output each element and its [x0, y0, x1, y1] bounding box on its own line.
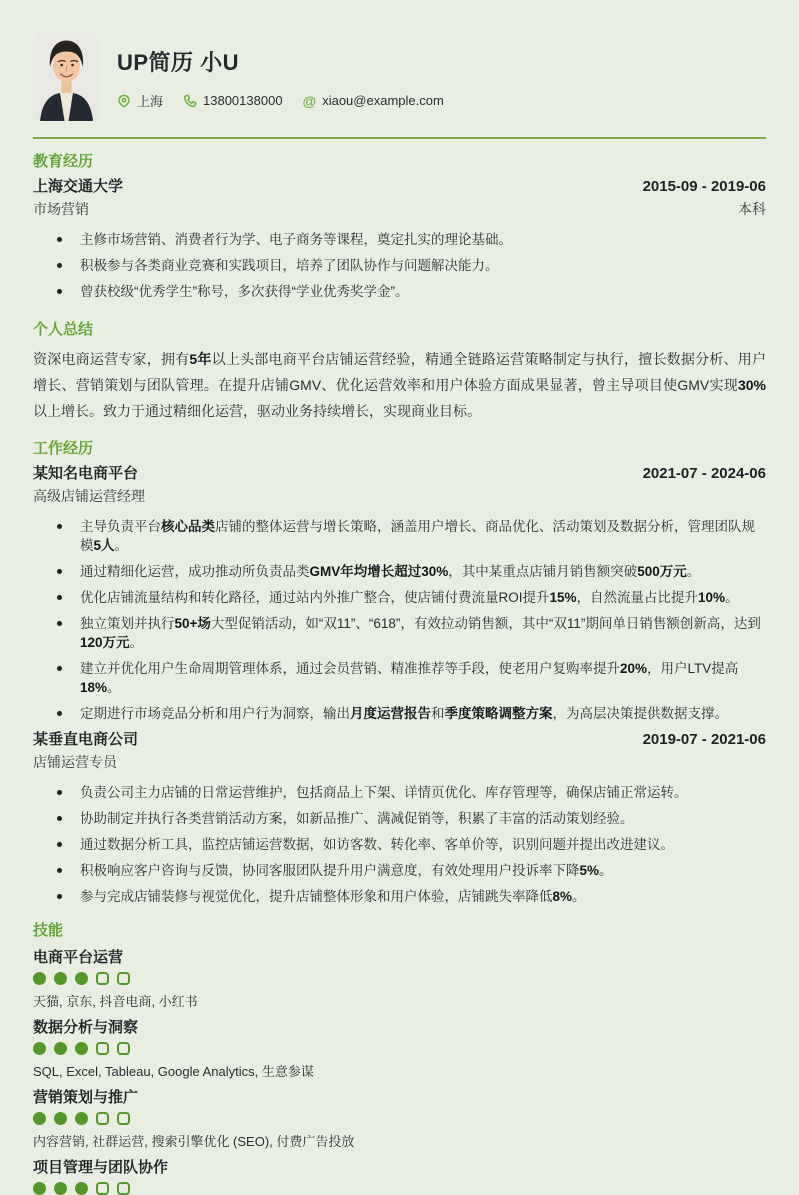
skill-dot-filled: [33, 1112, 46, 1125]
skill-dot-filled: [54, 1182, 67, 1195]
avatar-illustration: [33, 33, 100, 121]
skill-dot-empty: [96, 1042, 109, 1055]
skill-name: 数据分析与洞察: [33, 1019, 139, 1036]
bullet-item: 主修市场营销、消费者行为学、电子商务等课程，奠定扎实的理论基础。: [33, 230, 766, 249]
bullet-item: 积极参与各类商业竞赛和实践项目，培养了团队协作与问题解决能力。: [33, 256, 766, 275]
job-date: 2021-07 - 2024-06: [642, 465, 766, 482]
job-date: 2019-07 - 2021-06: [642, 731, 766, 748]
skill-dot-filled: [75, 1042, 88, 1055]
skill-level-dots: [33, 1182, 766, 1195]
skill-level-dots: [33, 1042, 766, 1055]
skill-level-dots: [33, 972, 766, 985]
skill-dot-empty: [96, 1182, 109, 1195]
skill-dot-filled: [54, 1112, 67, 1125]
company-name: 某垂直电商公司: [33, 731, 139, 748]
skill-name: 电商平台运营: [33, 949, 124, 966]
skill-dot-filled: [75, 972, 88, 985]
bullet-item: 建立并优化用户生命周期管理体系，通过会员营销、精准推荐等手段，使老用户复购率提升20%，用户LTV提高18%。: [33, 659, 766, 697]
location-text: 上海: [137, 94, 164, 109]
job-bullets: [33, 517, 766, 723]
contact-location: [117, 91, 163, 110]
skill-name: 营销策划与推广: [33, 1089, 139, 1106]
job-bullets: [33, 783, 766, 906]
section-title-work: 工作经历: [33, 440, 94, 457]
education-entry-head: [33, 177, 766, 197]
skill-dot-filled: [33, 1182, 46, 1195]
skill-detail: SQL, Excel, Tableau, Google Analytics, 生意参谋: [33, 1064, 314, 1079]
contact-row: [117, 91, 444, 110]
bullet-item: 通过数据分析工具，监控店铺运营数据，如访客数、转化率、客单价等，识别问题并提出改进建议。: [33, 835, 766, 854]
bullet-item: 独立策划并执行50+场大型促销活动，如“双11”、“618”，有效拉动销售额，其中“双11”期间单日销售额创新高，达到120万元。: [33, 614, 766, 652]
bullet-item: 定期进行市场竞品分析和用户行为洞察，输出月度运营报告和季度策略调整方案，为高层决策提供数据支撑。: [33, 704, 766, 723]
section-summary: [33, 320, 766, 424]
company-name: 某知名电商平台: [33, 465, 139, 482]
skill-dot-empty: [117, 1112, 130, 1125]
skill-detail: 内容营销, 社群运营, 搜索引擎优化 (SEO), 付费广告投放: [33, 1134, 355, 1149]
bullet-item: 主导负责平台核心品类店铺的整体运营与增长策略，涵盖用户增长、商品优化、活动策划及数据分析，管理团队规模5人。: [33, 517, 766, 555]
section-title-education: 教育经历: [33, 153, 94, 170]
job-entry-sub: [33, 487, 766, 506]
skill-dot-filled: [54, 1042, 67, 1055]
skill-dot-empty: [96, 972, 109, 985]
section-title-skills: 技能: [33, 922, 64, 939]
skill-level-dots: [33, 1112, 766, 1125]
job-entry-head: [33, 464, 766, 484]
skill-dot-filled: [33, 1042, 46, 1055]
education-entry-sub: [33, 200, 766, 219]
skill-dot-empty: [117, 1182, 130, 1195]
education-major: 市场营销: [33, 201, 89, 217]
skill-dot-filled: [75, 1112, 88, 1125]
bullet-item: 优化店铺流量结构和转化路径，通过站内外推广整合，使店铺付费流量ROI提升15%，自然流量占比提升10%。: [33, 588, 766, 607]
bullet-item: 参与完成店铺装修与视觉优化，提升店铺整体形象和用户体验，店铺跳失率降低8%。: [33, 887, 766, 906]
skill-dot-filled: [54, 972, 67, 985]
bullet-item: 通过精细化运营，成功推动所负责品类GMV年均增长超过30%，其中某重点店铺月销售额突破500万元。: [33, 562, 766, 581]
header-info: [117, 33, 444, 110]
education-bullets: [33, 230, 766, 301]
bullet-item: 曾获校级“优秀学生”称号，多次获得“学业优秀奖学金”。: [33, 282, 766, 301]
job-entry-head: [33, 730, 766, 750]
email-text: xiaou@example.com: [322, 93, 444, 108]
location-icon: [117, 94, 131, 108]
summary-text: 资深电商运营专家，拥有5年以上头部电商平台店铺运营经验，精通全链路运营策略制定与执行，擅长数据分析、用户增长、营销策划与团队管理。在提升店铺GMV、优化运营效率和用户体验方面成果显著，曾主导项目使GMV实现30%以上增长。致力于通过精细化运营，驱动业务持续增长，实现商业目标。: [33, 351, 767, 419]
job-entry-sub: [33, 753, 766, 772]
skill-item-marketing: [33, 1088, 766, 1150]
bullet-item: 积极响应客户咨询与反馈，协同客服团队提升用户满意度，有效处理用户投诉率下降5%。: [33, 861, 766, 880]
avatar: [33, 33, 100, 121]
section-title-summary: 个人总结: [33, 321, 94, 338]
skill-dot-filled: [75, 1182, 88, 1195]
job-entry-2: [33, 730, 766, 906]
skill-dot-empty: [117, 1042, 130, 1055]
contact-phone: [183, 93, 283, 108]
phone-icon: [183, 94, 197, 108]
education-date: 2015-09 - 2019-06: [642, 178, 766, 195]
header-divider: [33, 137, 766, 139]
education-degree: 本科: [738, 201, 766, 217]
section-education: [33, 152, 766, 301]
skill-dot-empty: [117, 972, 130, 985]
skill-dot-filled: [33, 972, 46, 985]
skill-item-data-analysis: [33, 1018, 766, 1080]
bullet-item: 负责公司主力店铺的日常运营维护，包括商品上下架、详情页优化、库存管理等，确保店铺正常运转。: [33, 783, 766, 802]
skill-dot-empty: [96, 1112, 109, 1125]
contact-email: [303, 93, 444, 108]
email-icon: @: [302, 92, 317, 109]
skill-item-project-management: [33, 1158, 766, 1195]
section-skills: [33, 921, 766, 1195]
job-role: 店铺运营专员: [33, 754, 117, 770]
skill-item-ecommerce-ops: [33, 948, 766, 1010]
job-entry-1: [33, 464, 766, 723]
section-work: [33, 439, 766, 906]
resume-header: [33, 33, 766, 121]
skill-detail: 天猫, 京东, 抖音电商, 小红书: [33, 994, 198, 1009]
candidate-name: UP简历 小U: [117, 50, 240, 75]
skill-name: 项目管理与团队协作: [33, 1159, 169, 1176]
school-name: 上海交通大学: [33, 178, 124, 195]
job-role: 高级店铺运营经理: [33, 488, 145, 504]
bullet-item: 协助制定并执行各类营销活动方案，如新品推广、满减促销等，积累了丰富的活动策划经验。: [33, 809, 766, 828]
phone-text: 13800138000: [203, 93, 283, 108]
